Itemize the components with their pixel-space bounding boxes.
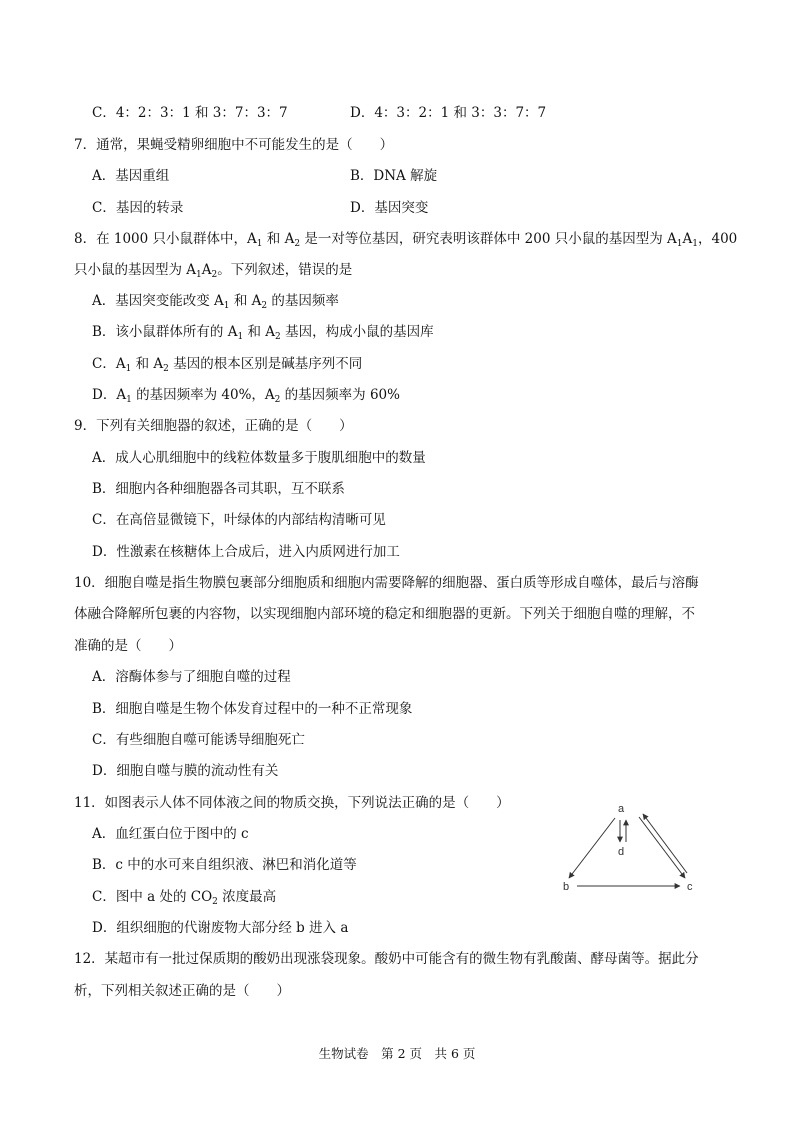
q8-option-b: B．该小鼠群体所有的 $A_1$ 和 $A_2$ 基因，构成小鼠的基因库 (92, 324, 434, 342)
q9-option-b: B．细胞内各种细胞器各司其职，互不联系 (92, 481, 345, 497)
arrow-a-to-c (639, 817, 685, 878)
body-fluid-diagram (555, 798, 705, 898)
node-b-label: b (563, 881, 570, 893)
q8-option-d: D．$A_1$ 的基因频率为 40%，$A_2$ 的基因频率为 60% (92, 387, 400, 405)
q9-stem: 9．下列有关细胞器的叙述，正确的是（ ） (74, 418, 353, 434)
q9-option-d: D．性激素在核糖体上合成后，进入内质网进行加工 (92, 544, 400, 560)
q12-stem-line1: 12．某超市有一批过保质期的酸奶出现涨袋现象。酸奶中可能含有的微生物有乳酸菌、酵母菌等。据此分 (74, 951, 699, 967)
node-c-label: c (687, 881, 693, 893)
q10-stem-line3: 准确的是（ ） (74, 638, 182, 654)
q11-option-c: C．图中 a 处的 $CO_2$ 浓度最高 (92, 889, 277, 907)
q6-option-c: C．4：2：3：1 和 3：7：3：7 (92, 105, 288, 121)
q11-option-d: D．组织细胞的代谢废物大部分经 b 进入 a (92, 920, 349, 936)
q6-option-d: D．4：3：2：1 和 3：3：7：7 (350, 105, 547, 121)
q8-stem-line1: 8．在 1000 只小鼠群体中，$A_1$ 和 $A_2$ 是一对等位基因，研究表明该群体中 200 只小鼠的基因型为 $A_1A_1$，400 (74, 231, 738, 249)
q12-stem-line2: 析，下列相关叙述正确的是（ ） (74, 983, 290, 999)
q10-option-d: D．细胞自噬与膜的流动性有关 (92, 763, 279, 779)
q8-option-a: A．基因突变能改变 $A_1$ 和 $A_2$ 的基因频率 (92, 293, 339, 311)
q9-option-c: C．在高倍显微镜下，叶绿体的内部结构清晰可见 (92, 512, 386, 528)
arrow-a-to-b (569, 818, 615, 878)
q7-option-b: B．DNA 解旋 (350, 168, 438, 184)
q7-option-d: D．基因突变 (350, 200, 429, 216)
q11-stem: 11．如图表示人体不同体液之间的物质交换，下列说法正确的是（ ） (74, 795, 510, 811)
node-d-label: d (618, 846, 625, 858)
node-a-label: a (618, 803, 625, 815)
q9-option-a: A．成人心肌细胞中的线粒体数量多于腹肌细胞中的数量 (92, 450, 426, 466)
q11-option-a: A．血红蛋白位于图中的 c (92, 826, 249, 842)
q7-option-c: C．基因的转录 (92, 200, 184, 216)
q8-stem-line2: 只小鼠的基因型为 $A_1A_2$。下列叙述，错误的是 (74, 262, 353, 280)
page-footer: 生物试卷 第 2 页 共 6 页 (318, 1046, 476, 1061)
q7-option-a: A．基因重组 (92, 168, 170, 184)
q10-stem-line1: 10．细胞自噬是指生物膜包裹部分细胞质和细胞内需要降解的细胞器、蛋白质等形成自噬体，最后与溶酶 (74, 575, 699, 591)
q11-option-b: B．c 中的水可来自组织液、淋巴和消化道等 (92, 857, 357, 873)
arrow-c-to-a (643, 814, 687, 873)
q10-option-c: C．有些细胞自噬可能诱导细胞死亡 (92, 732, 305, 748)
q10-stem-line2: 体融合降解所包裹的内容物，以实现细胞内部环境的稳定和细胞器的更新。下列关于细胞自噬的理解，不 (74, 606, 695, 622)
q7-stem: 7．通常，果蝇受精卵细胞中不可能发生的是（ ） (74, 137, 394, 153)
q10-option-a: A．溶酶体参与了细胞自噬的过程 (92, 669, 291, 685)
q10-option-b: B．细胞自噬是生物个体发育过程中的一种不正常现象 (92, 701, 413, 717)
q8-option-c: C．$A_1$ 和 $A_2$ 基因的根本区别是碱基序列不同 (92, 356, 363, 374)
